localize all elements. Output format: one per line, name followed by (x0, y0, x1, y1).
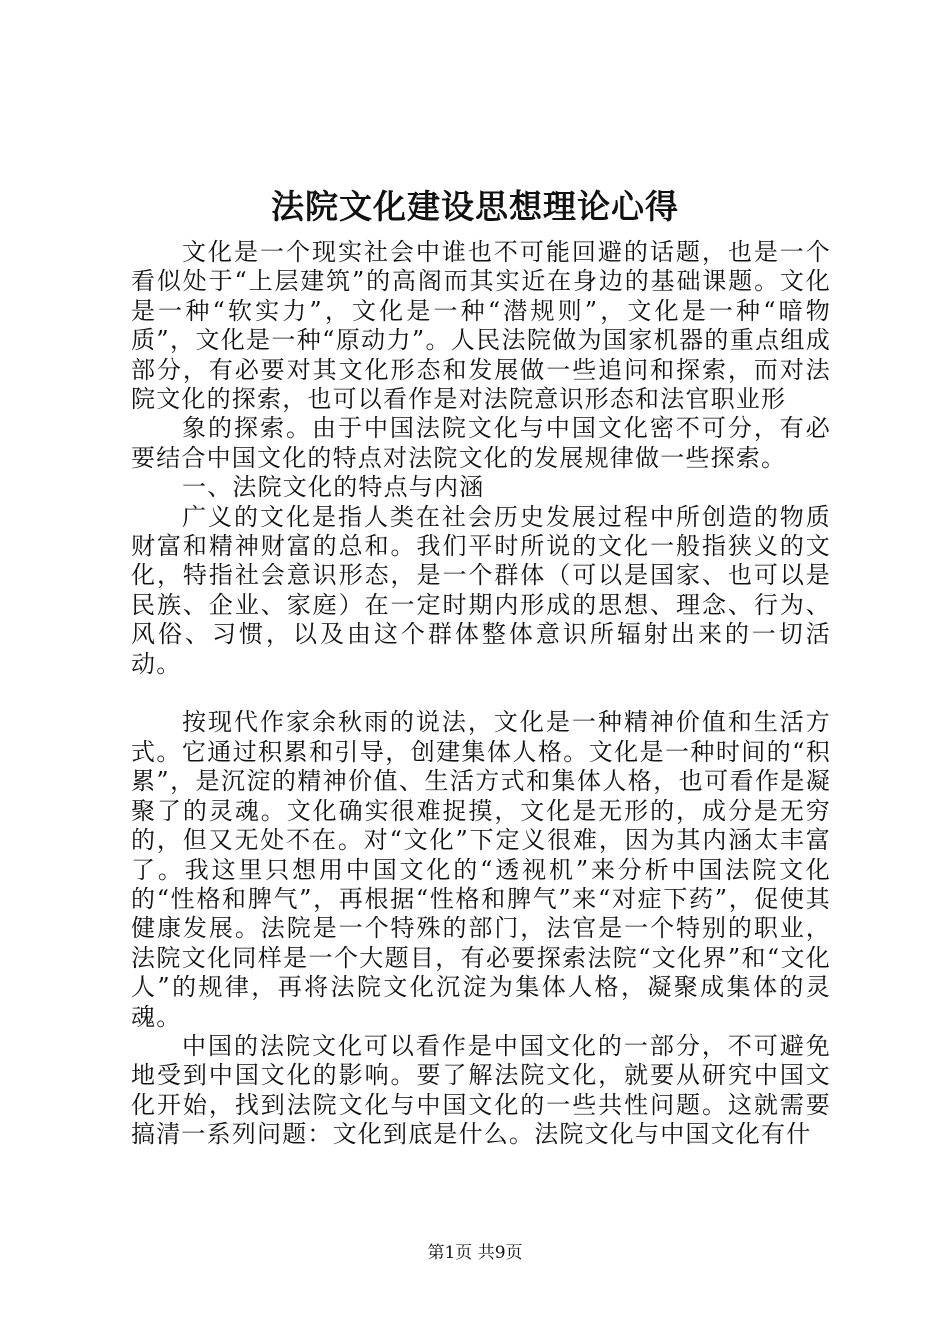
paragraph-chinese-court-culture: 中国的法院文化可以看作是中国文化的一部分，不可避免地受到中国文化的影响。要了解法院文化，就要从研究中国文化开始，找到法院文化与中国文化的一些共性问题。这就需要搞清一系列问题：文化到底是什么。法院文化与中国文化有什 (131, 1031, 831, 1149)
section-heading: 一、法院文化的特点与内涵 (182, 473, 485, 502)
paragraph-culture-definition: 广义的文化是指人类在社会历史发展过程中所创造的物质财富和精神财富的总和。我们平时所说的文化一般指狭义的文化，特指社会意识形态，是一个群体（可以是国家、也可以是民族、企业、家庭）在一定时期内形成的思想、理念、行为、风俗、习惯，以及由这个群体整体意识所辐射出来的一切活动。 (131, 502, 831, 678)
page-number: 第1页 共9页 (427, 1243, 523, 1263)
document-title: 法院文化建设思想理论心得 (271, 187, 679, 226)
paragraph-spacer (131, 679, 831, 708)
paragraph-intro-continued: 象的探索。由于中国法院文化与中国文化密不可分，有必要结合中国文化的特点对法院文化的发展规律做一些探索。 (131, 414, 831, 472)
paragraph-intro: 文化是一个现实社会中谁也不可能回避的话题，也是一个看似处于“上层建筑”的高阁而其实近在身边的基础课题。文化是一种“软实力”，文化是一种“潜规则”，文化是一种“暗物质”，文化是一种“原动力”。人民法院做为国家机器的重点组成部分，有必要对其文化形态和发展做一些追问和探索，而对法院文化的探索，也可以看作是对法院意识形态和法官职业形 (131, 238, 831, 414)
paragraph-yu-qiuyu: 按现代作家余秋雨的说法，文化是一种精神价值和生活方式。它通过积累和引导，创建集体人格。文化是一种时间的“积累”，是沉淀的精神价值、生活方式和集体人格，也可看作是凝聚了的灵魂。文化确实很难捉摸，文化是无形的，成分是无穷的，但又无处不在。对“文化”下定义很难，因为其内涵太丰富了。我这里只想用中国文化的“透视机”来分析中国法院文化的“性格和脾气”，再根据“性格和脾气”来“对症下药”，促使其健康发展。法院是一个特殊的部门，法官是一个特别的职业，法院文化同样是一个大题目，有必要探索法院“文化界”和“文化人”的规律，再将法院文化沉淀为集体人格，凝聚成集体的灵魂。 (131, 708, 831, 1031)
document-body (131, 238, 831, 1150)
